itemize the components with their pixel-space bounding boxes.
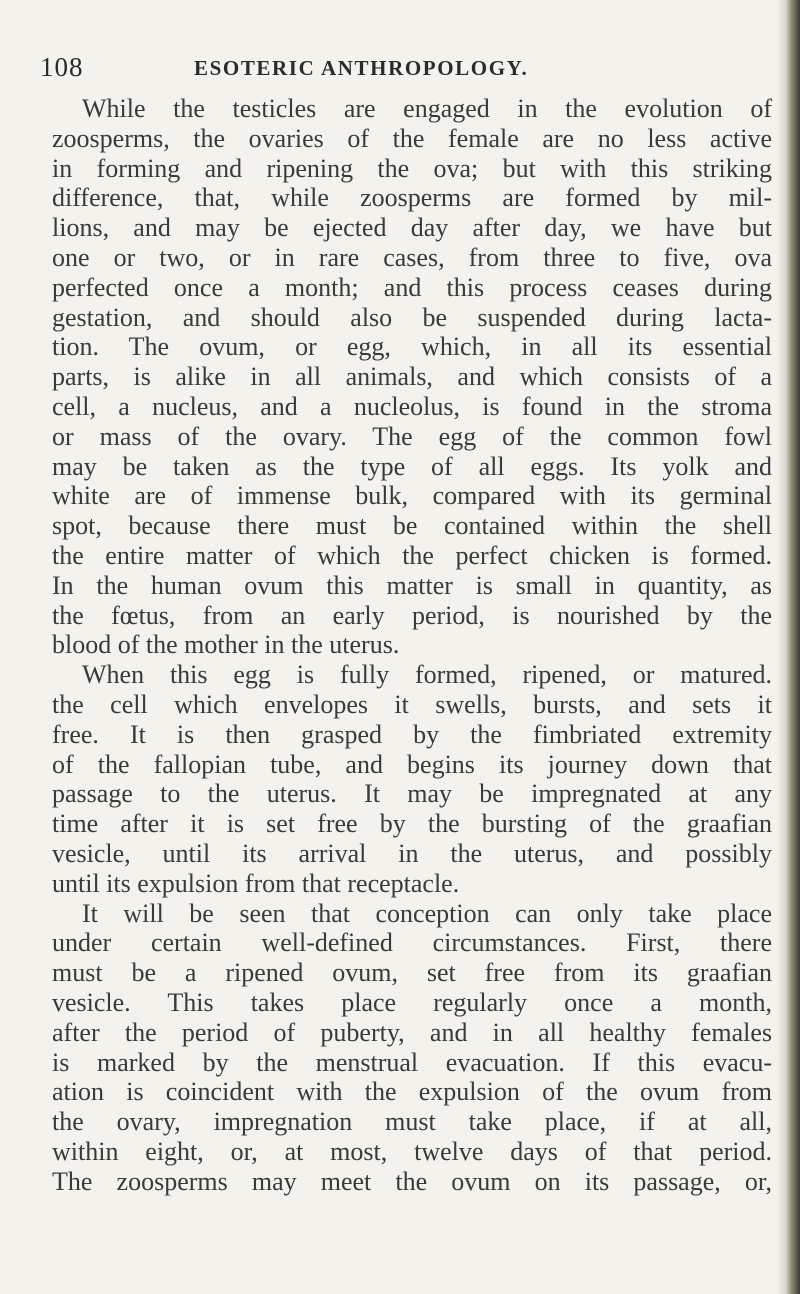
text-line: ation is coincident with the expulsion of the ovum from <box>52 1077 772 1107</box>
text-line: parts, is alike in all animals, and which consists of a <box>52 362 772 392</box>
text-line: lions, and may be ejected day after day, we have but <box>52 213 772 243</box>
text-line: When this egg is fully formed, ripened, or matured. <box>82 660 772 690</box>
text-line: the ovary, impregnation must take place, if at all, <box>52 1107 772 1137</box>
text-line: vesicle. This takes place regularly once a month, <box>52 987 772 1017</box>
text-line: after the period of puberty, and in all healthy females <box>52 1017 772 1047</box>
page-edge-shadow <box>776 0 786 1294</box>
text-line: in forming and ripening the ova; but with this striking <box>52 153 772 183</box>
text-line: perfected once a month; and this process ceases during <box>52 272 772 302</box>
text-line: zoosperms, the ovaries of the female are no less active <box>52 123 772 153</box>
text-line: The zoosperms may meet the ovum on its passage, or, <box>52 1166 772 1196</box>
text-line: the fœtus, from an early period, is nourished by the <box>52 600 772 630</box>
text-line: within eight, or, at most, twelve days of that period. <box>52 1136 772 1166</box>
text-line: is marked by the menstrual evacuation. If this evacu- <box>52 1047 772 1077</box>
text-line: time after it is set free by the bursting of the graafian <box>52 809 772 839</box>
text-line: one or two, or in rare cases, from three to five, ova <box>52 242 772 272</box>
text-line: white are of immense bulk, compared with its germinal <box>52 481 772 511</box>
text-line: tion. The ovum, or egg, which, in all its essential <box>52 332 772 362</box>
running-head: ESOTERIC ANTHROPOLOGY. <box>194 56 529 80</box>
text-line: It will be seen that conception can only take place <box>82 898 772 928</box>
text-line: spot, because there must be contained within the shell <box>52 511 772 541</box>
text-line: must be a ripened ovum, set free from its graafian <box>52 958 772 988</box>
text-line: While the testicles are engaged in the evolution of <box>82 94 772 123</box>
text-line: free. It is then grasped by the fimbriated extremity <box>52 719 772 749</box>
text-line: under certain well-defined circumstances. First, there <box>52 928 772 958</box>
text-line: vesicle, until its arrival in the uterus, and possibly <box>52 838 772 868</box>
text-line: difference, that, while zoosperms are formed by mil- <box>52 183 772 213</box>
text-line: the cell which envelopes it swells, bursts, and sets it <box>52 689 772 719</box>
text-line: or mass of the ovary. The egg of the common fowl <box>52 421 772 451</box>
text-line: cell, a nucleus, and a nucleolus, is found in the stroma <box>52 391 772 421</box>
text-line: In the human ovum this matter is small in quantity, as <box>52 570 772 600</box>
text-line: gestation, and should also be suspended during lacta- <box>52 302 772 332</box>
text-line: of the fallopian tube, and begins its journey down that <box>52 749 772 779</box>
text-line: the entire matter of which the perfect chicken is formed. <box>52 540 772 570</box>
page-header <box>40 52 780 82</box>
text-line: may be taken as the type of all eggs. Its yolk and <box>52 451 772 481</box>
text-line: until its expulsion from that receptacle. <box>52 868 460 898</box>
text-line: passage to the uterus. It may be impregnated at any <box>52 779 772 809</box>
book-spine-edge <box>786 0 800 1294</box>
text-line: blood of the mother in the uterus. <box>52 630 400 660</box>
body-text <box>52 94 772 1196</box>
page-number: 108 <box>40 52 84 82</box>
